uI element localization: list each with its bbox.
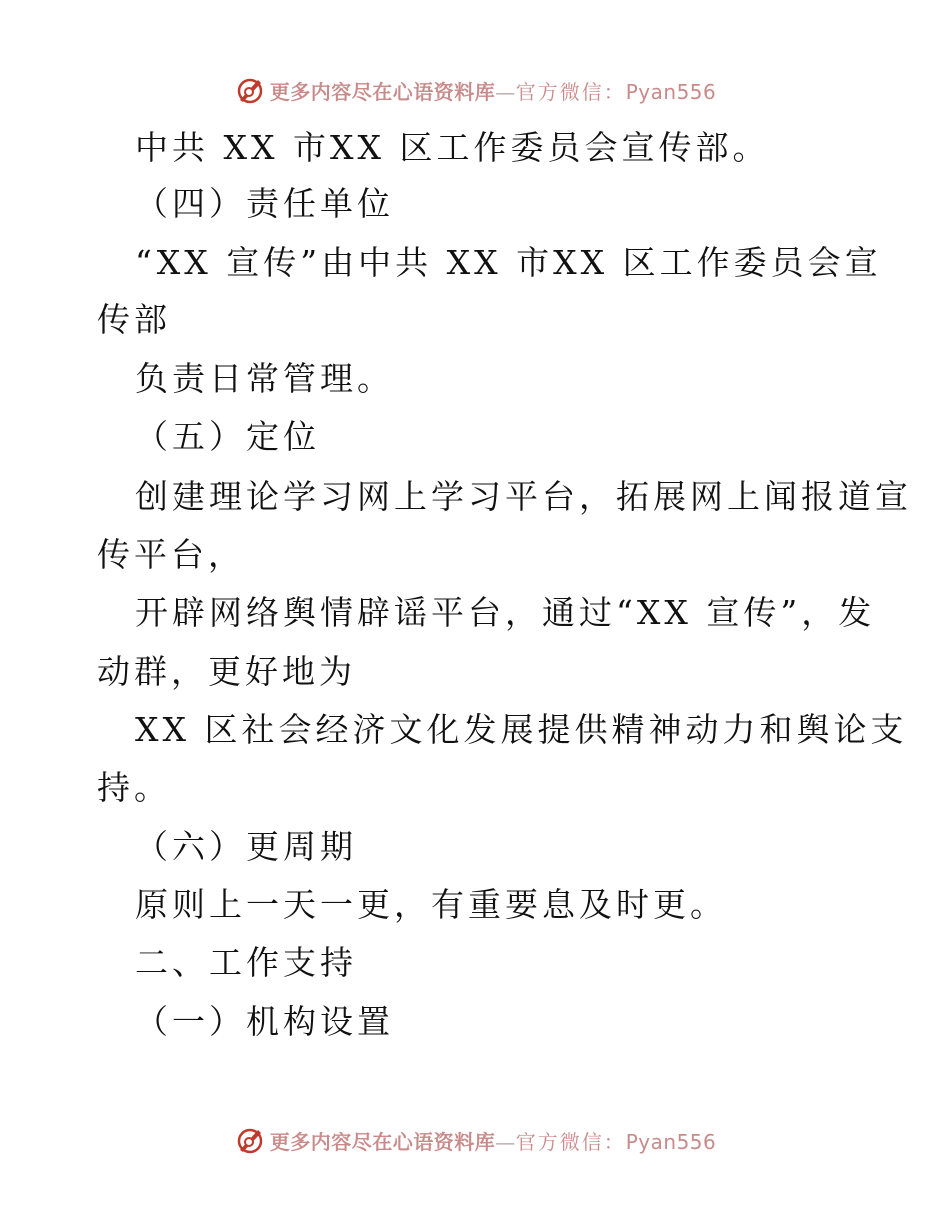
body-line: XX 区社会经济文化发展提供精神动力和舆论支 [135,710,908,749]
section-heading: 二、工作支持 [135,943,357,982]
quill-logo-icon [234,74,266,106]
watermark-brand: 更多内容尽在心语资料库 [269,1129,496,1154]
watermark-text [270,1126,717,1155]
watermark-id: Pyan556 [625,79,717,104]
watermark-brand: 更多内容尽在心语资料库 [269,79,496,104]
body-line: 动群，更好地为 [97,652,356,691]
body-line: 传部 [97,300,171,339]
section-heading: （六）更周期 [135,827,357,866]
watermark-label: 官方微信： [515,79,626,104]
body-line: 创建理论学习网上学习平台，拓展网上闻报道宣 [135,477,912,516]
watermark-dash: — [495,79,516,104]
watermark-dash: — [495,1129,516,1154]
section-heading: （五）定位 [135,417,320,456]
watermark-label: 官方微信： [515,1129,626,1154]
body-line: 原则上一天一更，有重要息及时更。 [135,885,727,924]
header-watermark [0,70,950,110]
body-line: “XX 宣传”由中共 XX 市XX 区工作委员会宣 [135,243,882,282]
watermark-text [270,76,717,105]
section-heading: （四）责任单位 [135,184,394,223]
body-line: 负责日常管理。 [135,359,394,398]
quill-logo-icon [234,1124,266,1156]
section-heading: （一）机构设置 [135,1002,394,1041]
watermark-id: Pyan556 [625,1129,717,1154]
footer-watermark [0,1120,950,1160]
body-line: 开辟网络舆情辟谣平台，通过“XX 宣传”，发 [135,593,876,632]
body-line: 传平台， [97,535,245,574]
body-line: 持。 [97,768,171,807]
body-line: 中共 XX 市XX 区工作委员会宣传部。 [135,128,770,167]
